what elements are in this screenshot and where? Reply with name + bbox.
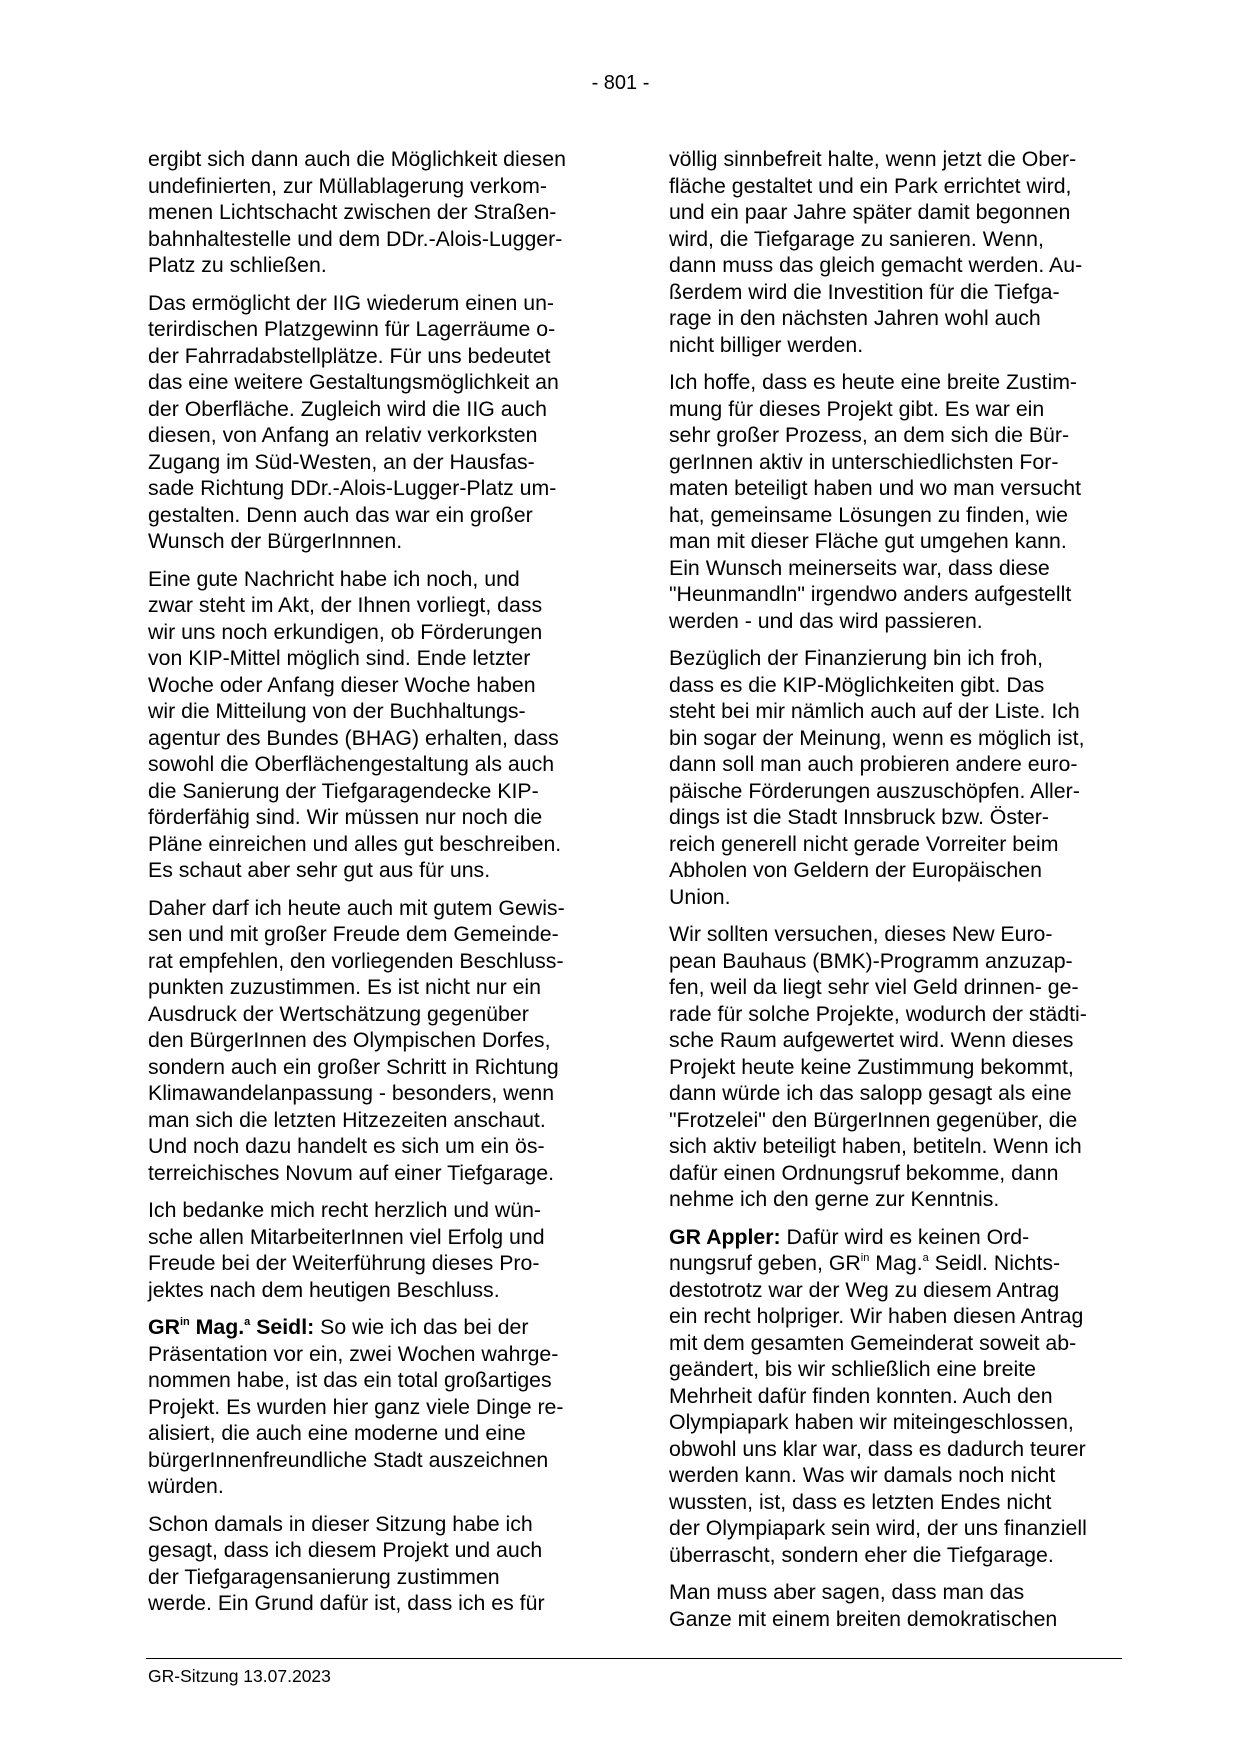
text-line: bürgerInnenfreundliche Stadt auszeichnen [148,1447,549,1472]
speaker-line: GR Appler: Dafür wird es keinen Ord- [669,1224,1030,1249]
text-line: dann würde ich das salopp gesagt als eine [669,1081,1072,1105]
text-line: Man muss aber sagen, dass man das [669,1580,1025,1604]
text-line: überrascht, sondern eher die Tiefgarage. [669,1542,1054,1567]
text-line: Union. [669,884,731,909]
text-line: hat, gemeinsame Lösungen zu finden, wie [669,502,1068,527]
text-line: den BürgerInnen des Olympischen Dorfes, [148,1028,551,1052]
text-line: man sich die letzten Hitzezeiten anschaut. [148,1107,546,1132]
text-line: sehr großer Prozess, an dem sich die Bür- [669,423,1070,447]
paragraph [669,921,1121,1213]
text-line: die Sanierung der Tiefgaragendecke KIP- [148,778,539,803]
text-line: Mehrheit dafür finden konnten. Auch den [669,1383,1053,1408]
text-line: rade für solche Projekte, wodurch der städti- [669,1001,1087,1026]
text-line: Pläne einreichen und alles gut beschreiben. [148,831,562,856]
text-line: Ganze mit einem breiten demokratischen [669,1606,1058,1631]
text-line: terirdischen Platzgewinn für Lagerräume o- [148,317,556,341]
text-line: ergibt sich dann auch die Möglichkeit diesen [148,147,566,171]
text-line: Olympiapark haben wir miteingeschlossen, [669,1410,1074,1434]
paragraph [148,1511,600,1617]
text-line: Das ermöglicht der IIG wiederum einen un- [148,290,555,315]
text-line: pean Bauhaus (BMK)-Programm anzuzap- [669,948,1073,973]
text-line: Ein Wunsch meinerseits war, dass diese [669,555,1050,580]
text-line: Ich hoffe, dass es heute eine breite Zustim- [669,370,1078,394]
text-line: der Tiefgaragensanierung zustimmen [148,1564,500,1589]
text-line: Projekt. Es wurden hier ganz viele Dinge re- [148,1394,564,1419]
text-line: Projekt heute keine Zustimmung bekommt, [669,1054,1074,1079]
text-line: jektes nach dem heutigen Beschluss. [148,1277,500,1302]
text-line: agentur des Bundes (BHAG) erhalten, dass [148,725,559,750]
text-line: Wunsch der BürgerInnnen. [148,529,403,553]
text-line: dafür einen Ordnungsruf bekomme, dann [669,1160,1059,1185]
text-line: man mit dieser Fläche gut umgehen kann. [669,529,1067,553]
text-line: rat empfehlen, den vorliegenden Beschluss- [148,948,564,973]
text-line: ßerdem wird die Investition für die Tiefga- [669,279,1060,304]
text-line: dass es die KIP-Möglichkeiten gibt. Das [669,672,1045,697]
text-line: förderfähig sind. Wir müssen nur noch die [148,805,543,829]
text-line: bin sogar der Meinung, wenn es möglich ist, [669,725,1085,750]
text-line: Eine gute Nachricht habe ich noch, und [148,566,520,591]
text-line: mung für dieses Projekt gibt. Es war ein [669,396,1045,421]
text-line: sondern auch ein großer Schritt in Richtung [148,1054,559,1079]
text-line: Und noch dazu handelt es sich um ein ös- [148,1134,545,1158]
text-line: wussten, ist, dass es letzten Endes nicht [669,1489,1052,1514]
speaker-name: $GR^{in}$ Mag.$^a$ Seidl: [148,1315,315,1339]
paragraph [148,566,600,884]
text-line: der Olympiapark sein wird, der uns finanziell [669,1516,1087,1540]
text-line: gestalten. Denn auch das war ein großer [148,502,533,527]
text-line: der Oberfläche. Zugleich wird die IIG auch [148,396,547,421]
text-line: terreichisches Novum auf einer Tiefgarage. [148,1160,555,1185]
text-line: dann soll man auch probieren andere euro- [669,752,1078,776]
text-line: Woche oder Anfang dieser Woche haben [148,672,536,697]
paragraph [148,895,600,1187]
text-line: sche Raum aufgewertet wird. Wenn dieses [669,1028,1074,1052]
text-line: nommen habe, ist das ein total großartiges [148,1368,552,1392]
text-line: fen, weil da liegt sehr viel Geld drinnen- ge- [669,975,1079,999]
text-line: ein recht holpriger. Wir haben diesen Antrag [669,1304,1084,1328]
text-line: Abholen von Geldern der Europäischen [669,858,1042,882]
text-line: völlig sinnbefreit halte, wenn jetzt die Ober- [669,147,1077,171]
left-column [148,146,600,1628]
text-line: dann muss das gleich gemacht werden. Au- [669,253,1083,277]
paragraph [669,1224,1121,1569]
text-line: alisiert, die auch eine moderne und eine [148,1421,526,1445]
text-line: nicht billiger werden. [669,332,864,357]
text-line: undefinierten, zur Müllablagerung verkom- [148,173,547,198]
footer-divider [146,1658,1122,1659]
text-line: wir die Mitteilung von der Buchhaltungs- [148,699,526,723]
text-line: punkten zuzustimmen. Es ist nicht nur ein [148,975,541,999]
text-line: Freude bei der Weiterführung dieses Pro- [148,1251,540,1275]
text-line: werden - und das wird passieren. [669,608,983,633]
text-line: werden kann. Was wir damals noch nicht [669,1463,1056,1487]
text-line: sich aktiv beteiligt haben, betiteln. Wenn ich [669,1134,1082,1158]
paragraph [669,369,1121,634]
text-line: nungsruf geben, $GR^{in}$ Mag.$^a$ Seidl. Nichts- [669,1251,1061,1275]
footer-session-date: GR-Sitzung 13.07.2023 [148,1666,331,1686]
paragraph [148,146,600,279]
text-line: Schon damals in dieser Sitzung habe ich [148,1511,533,1536]
text-line: mit dem gesamten Gemeinderat soweit ab- [669,1330,1077,1355]
speaker-line: $GR^{in}$ Mag.$^a$ Seidl: So wie ich das bei der [148,1315,529,1339]
text-line: der Fahrradabstellplätze. Für uns bedeutet [148,343,551,368]
text-line: werde. Ein Grund dafür ist, dass ich es für [148,1591,545,1615]
text-line: diesen, von Anfang an relativ verkorksten [148,423,538,447]
text-line: sen und mit großer Freude dem Gemeinde- [148,922,559,946]
text-line: geändert, bis wir schließlich eine breite [669,1357,1036,1381]
text-line: Platz zu schließen. [148,253,327,277]
text-line: Ausdruck der Wertschätzung gegenüber [148,1001,529,1026]
paragraph [148,1197,600,1303]
text-line: von KIP-Mittel möglich sind. Ende letzter [148,646,531,670]
text-line: obwohl uns klar war, dass es dadurch teurer [669,1436,1086,1461]
text-line: Präsentation vor ein, zwei Wochen wahrge- [148,1341,559,1366]
text-line: und ein paar Jahre später damit begonnen [669,200,1071,224]
text-line: Wir sollten versuchen, dieses New Euro- [669,922,1053,946]
paragraph [148,290,600,555]
text-line: gesagt, dass ich diesem Projekt und auch [148,1538,543,1562]
text-line: Es schaut aber sehr gut aus für uns. [148,858,491,882]
paragraph [669,1579,1121,1632]
text-line: Bezüglich der Finanzierung bin ich froh, [669,646,1044,670]
text-line: wir uns noch erkundigen, ob Förderungen [148,619,543,644]
text-line: zwar steht im Akt, der Ihnen vorliegt, dass [148,593,543,617]
text-line: Daher darf ich heute auch mit gutem Gewis- [148,895,565,920]
text-line: Klimawandelanpassung - besonders, wenn [148,1081,555,1105]
text-line: rage in den nächsten Jahren wohl auch [669,306,1041,330]
text-line: sade Richtung DDr.-Alois-Lugger-Platz um- [148,476,557,500]
text-line: sowohl die Oberflächengestaltung als auch [148,752,555,776]
text-line: gerInnen aktiv in unterschiedlichsten For- [669,449,1059,474]
text-line: bahnhaltestelle und dem DDr.-Alois-Lugger- [148,226,563,251]
text-line: sche allen MitarbeiterInnen viel Erfolg und [148,1224,545,1249]
text-line: "Heunmandln" irgendwo anders aufgestellt [669,582,1072,606]
text-line: steht bei mir nämlich auch auf der Liste. Ich [669,699,1080,723]
text-line: fläche gestaltet und ein Park errichtet wird, [669,173,1072,198]
text-line: "Frotzelei" den BürgerInnen gegenüber, die [669,1107,1078,1132]
text-line: Zugang im Süd-Westen, an der Hausfas- [148,449,535,474]
paragraph [148,1314,600,1500]
paragraph [669,645,1121,910]
text-line: Ich bedanke mich recht herzlich und wün- [148,1198,542,1222]
text-line: wird, die Tiefgarage zu sanieren. Wenn, [669,226,1044,251]
text-line: menen Lichtschacht zwischen der Straßen- [148,200,557,224]
paragraph [669,146,1121,358]
page-number: - 801 - [591,72,650,94]
text-line: reich generell nicht gerade Vorreiter beim [669,831,1059,856]
right-column [669,146,1121,1643]
text-line: dings ist die Stadt Innsbruck bzw. Öster- [669,805,1049,829]
text-line: nehme ich den gerne zur Kenntnis. [669,1187,1000,1211]
text-line: das eine weitere Gestaltungsmöglichkeit an [148,370,559,394]
speaker-name: GR Appler: [669,1224,781,1249]
text-line: würden. [148,1474,224,1498]
text-line: päische Förderungen auszuschöpfen. Aller- [669,778,1080,803]
text-line: destotrotz war der Weg zu diesem Antrag [669,1277,1060,1302]
text-line: maten beteiligt haben und wo man versucht [669,476,1081,500]
